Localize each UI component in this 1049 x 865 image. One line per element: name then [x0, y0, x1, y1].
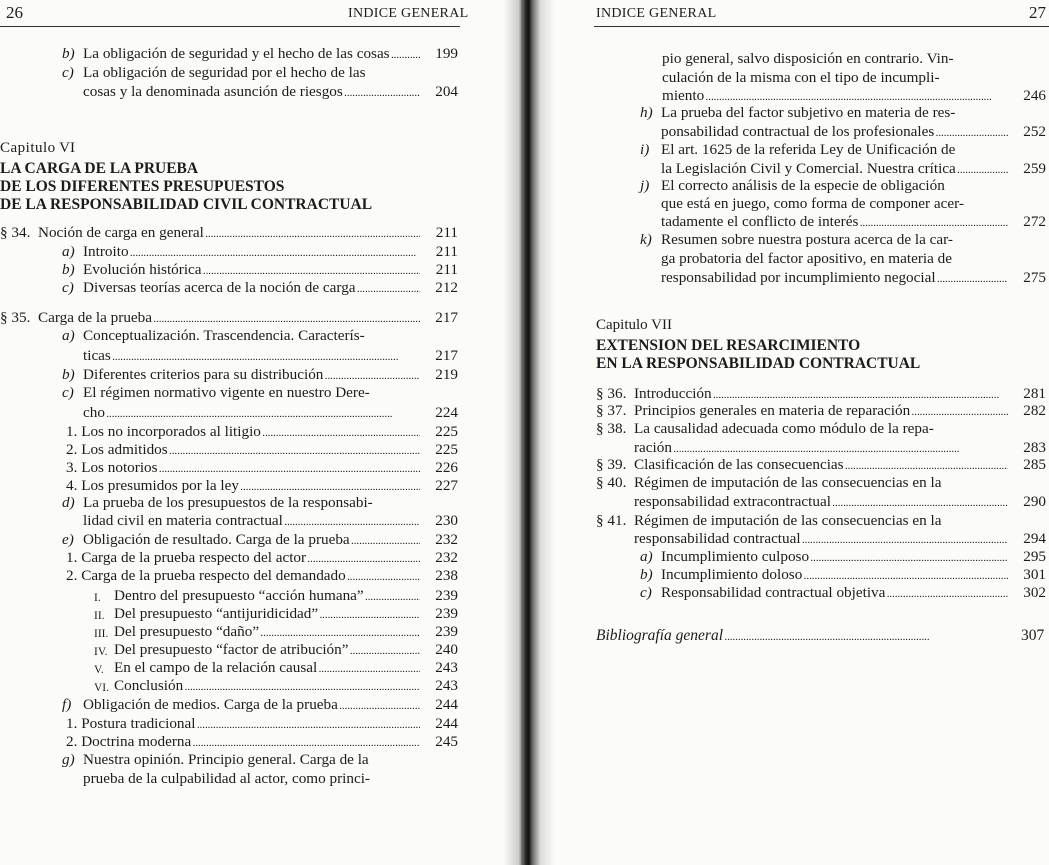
- toc-entry: [0, 327, 488, 345]
- toc-entry-page: 211: [435, 243, 458, 260]
- toc-entry-title: prueba de la culpabilidad al actor, como princi-: [83, 770, 370, 787]
- toc-entry: [0, 587, 488, 605]
- toc-entry-title: Evolución histórica . . .: [83, 261, 420, 280]
- toc-entry-title: El régimen normativo vigente en nuestro Dere-: [83, 384, 370, 401]
- toc-entry: [0, 347, 488, 365]
- toc-entry-title: El correcto análisis de la especie de obligación: [661, 177, 945, 194]
- toc-entry-label: k): [640, 231, 652, 248]
- toc-entry-title: responsabilidad extracontractual . . .: [634, 493, 1008, 512]
- toc-entry-title: 3. Los notorios . . .: [66, 459, 420, 478]
- running-head: INDICE GENERAL: [348, 6, 469, 21]
- toc-entry-page: 224: [435, 404, 458, 421]
- toc-entry-title: Del presupuesto “antijuridicidad” . . .: [114, 605, 420, 624]
- toc-entry-title: 2. Carga de la prueba respecto del demandado . . .: [66, 567, 420, 586]
- toc-entry-page: 232: [435, 531, 458, 548]
- toc-entry-title: Obligación de resultado. Carga de la prueba . . .: [83, 531, 420, 550]
- bibliography-entry: Bibliografía general . . . . . . . . . . . . . . . . . . . . . . . . . . . . . . . . . . . . . . . . . . . . . . . . . . . . . . . . . . . . . . . . . . . . . . . . . . . .: [596, 627, 929, 644]
- toc-entry-page: 282: [1023, 402, 1046, 419]
- toc-entry-page: 285: [1023, 456, 1046, 473]
- toc-entry-label: h): [640, 104, 653, 121]
- toc-entry-page: 283: [1023, 439, 1046, 456]
- toc-entry-title: 1. Carga de la prueba respecto del actor . . .: [66, 549, 420, 568]
- toc-entry: [0, 459, 488, 477]
- toc-entry-page: 244: [435, 715, 458, 732]
- toc-entry-label: V.: [94, 664, 104, 676]
- toc-entry-page: 225: [435, 423, 458, 440]
- toc-entry-page: 239: [435, 623, 458, 640]
- toc-entry-page: 290: [1023, 493, 1046, 510]
- toc-entry-label: § 38.: [596, 420, 627, 437]
- toc-entry-label: § 34.: [0, 224, 31, 241]
- left-page: [0, 0, 521, 865]
- toc-entry: [524, 420, 1049, 438]
- toc-entry-page: 240: [435, 641, 458, 658]
- toc-entry-title: cho . . .: [83, 404, 420, 423]
- page-number: 27: [1029, 3, 1046, 22]
- toc-entry-title: responsabilidad contractual . . .: [634, 530, 1008, 549]
- toc-entry-title: ticas . . .: [83, 347, 420, 366]
- toc-entry-title: Diversas teorías acerca de la noción de carga . . .: [83, 279, 420, 298]
- toc-entry-label: § 36.: [596, 385, 627, 402]
- toc-entry: [0, 770, 488, 788]
- toc-entry: [0, 751, 488, 769]
- toc-entry-page: 243: [435, 677, 458, 694]
- toc-entry: [524, 123, 1049, 141]
- chapter-number: VII: [651, 317, 672, 333]
- toc-entry-label: c): [62, 279, 74, 296]
- toc-entry-title: 4. Los presumidos por la ley . . .: [66, 477, 420, 496]
- toc-entry-title: Del presupuesto “daño” . . .: [114, 623, 420, 642]
- chapter-title-line: EN LA RESPONSABILIDAD CONTRACTUAL: [596, 355, 921, 372]
- toc-entry: [0, 494, 488, 512]
- toc-entry-label: b): [62, 261, 75, 278]
- toc-entry-title: Conceptualización. Trascendencia. Caracterís-: [83, 327, 365, 344]
- toc-entry-page: 225: [435, 441, 458, 458]
- toc-entry-page: 301: [1023, 566, 1046, 583]
- toc-entry: [0, 423, 488, 441]
- toc-entry-page: 211: [435, 224, 458, 241]
- toc-entry-page: 211: [435, 261, 458, 278]
- toc-entry-title: que está en juego, como forma de componer acer-: [661, 195, 964, 212]
- toc-entry-page: 302: [1023, 584, 1046, 601]
- toc-entry-title: Resumen sobre nuestra postura acerca de la car-: [661, 231, 953, 248]
- toc-entry-page: 272: [1023, 213, 1046, 230]
- toc-entry-label: § 35.: [0, 309, 31, 326]
- toc-entry-page: 212: [435, 279, 458, 296]
- toc-entry-title: 1. Postura tradicional . . .: [66, 715, 420, 734]
- toc-entry-title: En el campo de la relación causal . . .: [114, 659, 420, 678]
- toc-entry-title: tadamente el conflicto de interés . . .: [661, 213, 1008, 232]
- toc-entry: [524, 104, 1049, 122]
- toc-entry-title: lidad civil en materia contractual . . .: [83, 512, 420, 531]
- toc-entry-page: 259: [1023, 160, 1046, 177]
- toc-entry-page: 232: [435, 549, 458, 566]
- toc-entry-title: cosas y la denominada asunción de riesgos . . .: [83, 83, 420, 102]
- toc-entry-page: 219: [435, 366, 458, 383]
- toc-entry-title: 2. Doctrina moderna . . .: [66, 733, 420, 752]
- bibliography-title: Bibliografía general: [596, 627, 724, 644]
- toc-entry: [524, 512, 1049, 530]
- toc-entry: [0, 83, 488, 101]
- toc-entry-title: La obligación de seguridad por el hecho de las: [83, 64, 366, 81]
- toc-entry: [0, 309, 488, 327]
- toc-entry: [524, 474, 1049, 492]
- toc-entry-title: Responsabilidad contractual objetiva . . .: [661, 584, 1008, 603]
- toc-entry: [524, 50, 1049, 68]
- toc-entry-title: 2. Los admitidos . . .: [66, 441, 420, 460]
- toc-entry: [524, 456, 1049, 474]
- toc-entry-page: 275: [1023, 269, 1046, 286]
- toc-entry: [524, 141, 1049, 159]
- toc-entry: [0, 531, 488, 549]
- toc-entry-title: la Legislación Civil y Comercial. Nuestra crítica . . .: [661, 160, 1008, 179]
- chapter-word: Capitulo: [596, 317, 648, 333]
- toc-entry-label: III.: [94, 628, 109, 640]
- toc-entry-label: c): [62, 64, 74, 81]
- toc-entry-title: Nuestra opinión. Principio general. Carga de la: [83, 751, 369, 768]
- chapter-title-line: DE LA RESPONSABILIDAD CIVIL CONTRACTUAL: [0, 196, 373, 213]
- toc-entry-label: c): [62, 384, 74, 401]
- toc-entry-label: VI.: [94, 682, 110, 694]
- toc-entry: [0, 261, 488, 279]
- toc-entry: [524, 160, 1049, 178]
- chapter-label: [596, 317, 672, 334]
- toc-entry: [0, 696, 488, 714]
- toc-entry: [524, 213, 1049, 231]
- toc-entry: [0, 224, 488, 242]
- toc-entry-label: a): [62, 327, 75, 344]
- bibliography-page: 307: [1021, 627, 1045, 644]
- toc-entry-title: La causalidad adecuada como módulo de la repa-: [634, 420, 934, 437]
- toc-entry-title: Diferentes criterios para su distribución . . .: [83, 366, 420, 385]
- toc-entry: [524, 269, 1049, 287]
- toc-entry-title: culación de la misma con el tipo de incumpli-: [662, 69, 940, 86]
- toc-entry-label: IV.: [94, 646, 108, 658]
- toc-entry: [524, 195, 1049, 213]
- toc-entry-title: pio general, salvo disposición en contrario. Vin-: [662, 50, 954, 67]
- toc-entry-title: Conclusión . . .: [114, 677, 420, 696]
- toc-entry-title: Introito . . .: [83, 243, 420, 262]
- toc-entry-page: 227: [435, 477, 458, 494]
- toc-entry-label: a): [640, 548, 653, 565]
- toc-entry: [0, 384, 488, 402]
- toc-entry-label: d): [62, 494, 75, 511]
- toc-entry-title: La prueba del factor subjetivo en materia de res-: [661, 104, 956, 121]
- toc-entry-title: Introducción . . .: [634, 385, 1008, 404]
- right-page: [524, 0, 1049, 865]
- toc-entry: [0, 715, 488, 733]
- chapter-title-line: LA CARGA DE LA PRUEBA: [0, 160, 199, 177]
- page-number: 26: [6, 3, 23, 22]
- toc-entry: [524, 530, 1049, 548]
- toc-entry: [0, 659, 488, 677]
- toc-entry-label: a): [62, 243, 75, 260]
- toc-entry-title: Principios generales en materia de reparación . . .: [634, 402, 1008, 421]
- toc-entry-title: Incumplimiento culposo . . .: [661, 548, 1008, 567]
- toc-entry: [0, 243, 488, 261]
- toc-entry-title: La prueba de los presupuestos de la responsabi-: [83, 494, 373, 511]
- toc-entry: [0, 441, 488, 459]
- toc-entry-page: 281: [1023, 385, 1046, 402]
- toc-entry: [0, 567, 488, 585]
- toc-entry: [524, 402, 1049, 420]
- toc-entry-title: responsabilidad por incumplimiento negocial . . .: [661, 269, 1008, 288]
- header-rule: [594, 26, 1049, 27]
- toc-entry-page: 204: [435, 83, 458, 100]
- toc-entry-title: Incumplimiento doloso . . .: [661, 566, 1008, 585]
- toc-entry: [0, 549, 488, 567]
- toc-entry: [524, 69, 1049, 87]
- toc-entry-page: 226: [435, 459, 458, 476]
- toc-entry-page: 245: [435, 733, 458, 750]
- toc-entry: [0, 279, 488, 297]
- toc-entry-title: Carga de la prueba . . .: [38, 309, 420, 328]
- toc-entry-page: 238: [435, 567, 458, 584]
- toc-entry-label: § 37.: [596, 402, 627, 419]
- toc-entry-title: 1. Los no incorporados al litigio . . .: [66, 423, 420, 442]
- toc-entry-label: j): [640, 177, 650, 194]
- toc-entry: [0, 641, 488, 659]
- toc-entry-title: ración . . .: [634, 439, 1008, 458]
- toc-entry: [0, 64, 488, 82]
- toc-entry-title: Clasificación de las consecuencias . . .: [634, 456, 1008, 475]
- toc-entry-page: 199: [435, 45, 458, 62]
- toc-entry-label: I.: [94, 592, 101, 604]
- toc-entry: [0, 477, 488, 495]
- toc-entry-page: 217: [435, 309, 458, 326]
- toc-entry: [0, 623, 488, 641]
- chapter-number: VI: [59, 140, 75, 156]
- toc-entry: [0, 733, 488, 751]
- toc-entry-label: § 39.: [596, 456, 627, 473]
- toc-entry: [524, 177, 1049, 195]
- toc-entry-page: 295: [1023, 548, 1046, 565]
- toc-entry: [524, 231, 1049, 249]
- toc-entry-label: i): [640, 141, 650, 158]
- toc-entry-title: ponsabilidad contractual de los profesionales . . .: [661, 123, 1008, 142]
- toc-entry: [0, 45, 488, 63]
- toc-entry-page: 246: [1023, 87, 1046, 104]
- toc-entry-title: Régimen de imputación de las consecuencias en la: [634, 474, 942, 491]
- toc-entry: [524, 439, 1049, 457]
- chapter-title-line: EXTENSION DEL RESARCIMIENTO: [596, 337, 861, 354]
- toc-entry-title: Dentro del presupuesto “acción humana” . . .: [114, 587, 420, 606]
- toc-entry-title: Del presupuesto “factor de atribución” . . .: [114, 641, 420, 660]
- toc-entry: [524, 493, 1049, 511]
- toc-entry: [0, 512, 488, 530]
- toc-entry-page: 239: [435, 605, 458, 622]
- toc-entry-label: c): [640, 584, 652, 601]
- toc-entry: [0, 605, 488, 623]
- chapter-label: [0, 140, 75, 157]
- toc-entry: [524, 87, 1049, 105]
- toc-entry: [524, 548, 1049, 566]
- toc-entry-label: b): [62, 366, 75, 383]
- toc-entry-title: miento . . .: [662, 87, 1008, 106]
- toc-entry-title: La obligación de seguridad y el hecho de las cosas . . .: [83, 45, 420, 64]
- toc-entry-title: Noción de carga en general . . .: [38, 224, 420, 243]
- toc-entry-title: El art. 1625 de la referida Ley de Unificación de: [661, 141, 956, 158]
- toc-entry-page: 217: [435, 347, 458, 364]
- toc-entry: [524, 250, 1049, 268]
- toc-entry-label: § 41.: [596, 512, 627, 529]
- toc-entry-label: e): [62, 531, 74, 548]
- toc-entry: [524, 385, 1049, 403]
- chapter-title-line: DE LOS DIFERENTES PRESUPUESTOS: [0, 178, 285, 195]
- toc-entry-title: Obligación de medios. Carga de la prueba . . .: [83, 696, 420, 715]
- header-rule: [0, 26, 460, 27]
- toc-entry-page: 244: [435, 696, 458, 713]
- toc-entry-label: § 40.: [596, 474, 627, 491]
- toc-entry-page: 252: [1023, 123, 1046, 140]
- toc-entry-page: 294: [1023, 530, 1046, 547]
- chapter-word: Capitulo: [0, 140, 56, 156]
- toc-entry: [524, 566, 1049, 584]
- toc-entry: [0, 366, 488, 384]
- toc-entry: [524, 584, 1049, 602]
- toc-entry-label: b): [640, 566, 653, 583]
- toc-entry-label: b): [62, 45, 75, 62]
- toc-entry-title: ga probatoria del factor apositivo, en materia de: [661, 250, 952, 267]
- toc-entry-page: 243: [435, 659, 458, 676]
- toc-entry: [0, 677, 488, 695]
- toc-entry-page: 239: [435, 587, 458, 604]
- toc-entry-label: f): [62, 696, 72, 713]
- running-head: INDICE GENERAL: [596, 6, 717, 21]
- toc-entry-title: Régimen de imputación de las consecuencias en la: [634, 512, 942, 529]
- toc-entry-label: II.: [94, 610, 105, 622]
- toc-entry: [0, 404, 488, 422]
- book-gutter: [503, 0, 555, 865]
- toc-entry-page: 230: [435, 512, 458, 529]
- toc-entry-label: g): [62, 751, 75, 768]
